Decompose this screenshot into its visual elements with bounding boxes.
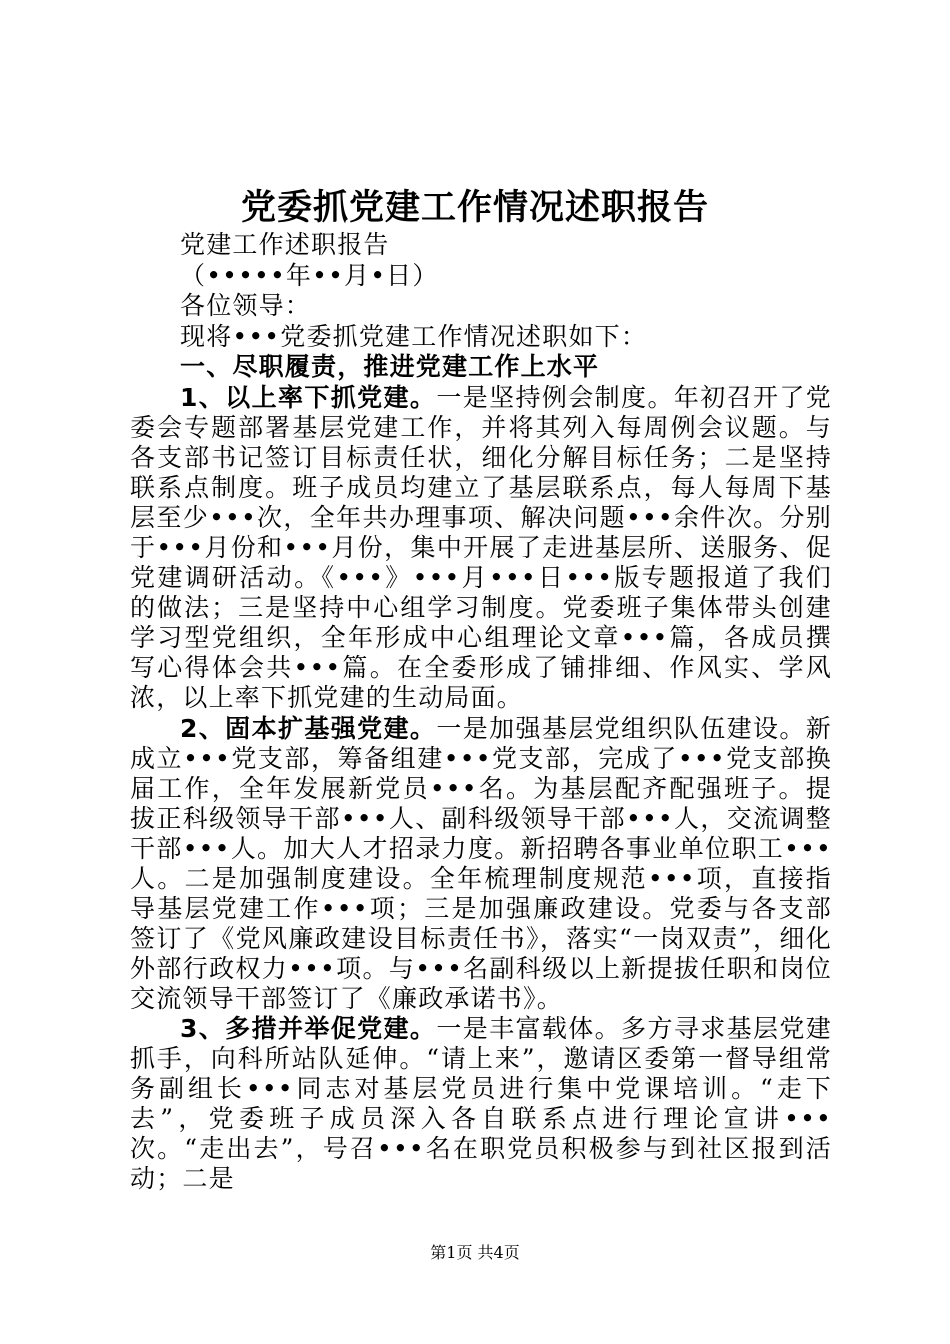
paragraph-item-2 [130, 714, 832, 1014]
date-line: （•••••年••月•日） [180, 260, 439, 290]
item-lead: 3、多措并举促党建。 [180, 1014, 437, 1044]
item-lead: 1、以上率下抓党建。 [180, 382, 437, 412]
salutation: 各位领导： [180, 291, 312, 321]
item-lead: 2、固本扩基强党建。 [180, 713, 437, 743]
document-title: 党委抓党建工作情况述职报告 [240, 187, 709, 228]
item-text: 一是丰富载体。多方寻求基层党建抓手，向科所站队延伸。“请上来”，邀请区委第一督导组常务副组长•••同志对基层党员进行集中党课培训。“走下去”，党委班子成员深入各自联系点进行理论宣讲•••次。“走出去”，号召•••名在职党员积极参与到社区报到活动；二是 [130, 1014, 832, 1194]
subtitle: 党建工作述职报告 [180, 230, 390, 259]
section-heading: 一、尽职履责，推进党建工作上水平 [180, 352, 600, 382]
paragraph-item-3 [130, 1014, 832, 1194]
paragraph-item-1 [130, 383, 832, 713]
document-body [130, 230, 832, 1195]
page-number-footer: 第1页 共4页 [430, 1243, 520, 1262]
item-text: 一是坚持例会制度。年初召开了党委会专题部署基层党建工作，并将其列入每周例会议题。与各支部书记签订目标责任状，细化分解目标任务；二是坚持联系点制度。班子成员均建立了基层联系点，每人每周下基层至少•••次，全年共办理事项、解决问题•••余件次。分别于•••月份和•••月份，集中开展了走进基层所、送服务、促党建调研活动。《•••》•••月•••日•••版专题报道了我们的做法；三是坚持中心组学习制度。党委班子集体带头创建学习型党组织，全年形成中心组理论文章•••篇，各成员撰写心得体会共•••篇。在全委形成了铺排细、作风实、学风浓，以上率下抓党建的生动局面。 [130, 382, 832, 712]
intro-paragraph: 现将•••党委抓党建工作情况述职如下： [180, 321, 648, 351]
item-text: 一是加强基层党组织队伍建设。新成立•••党支部，筹备组建•••党支部，完成了•••党支部换届工作，全年发展新党员•••名。为基层配齐配强班子。提拔正科级领导干部•••人、副科级领导干部•••人，交流调整干部•••人。加大人才招录力度。新招聘各事业单位职工•••人。二是加强制度建设。全年梳理制度规范•••项，直接指导基层党建工作•••项；三是加强廉政建设。党委与各支部签订了《党风廉政建设目标责任书》，落实“一岗双责”，细化外部行政权力•••项。与•••名副科级以上新提拔任职和岗位交流领导干部签订了《廉政承诺书》。 [130, 713, 832, 1013]
